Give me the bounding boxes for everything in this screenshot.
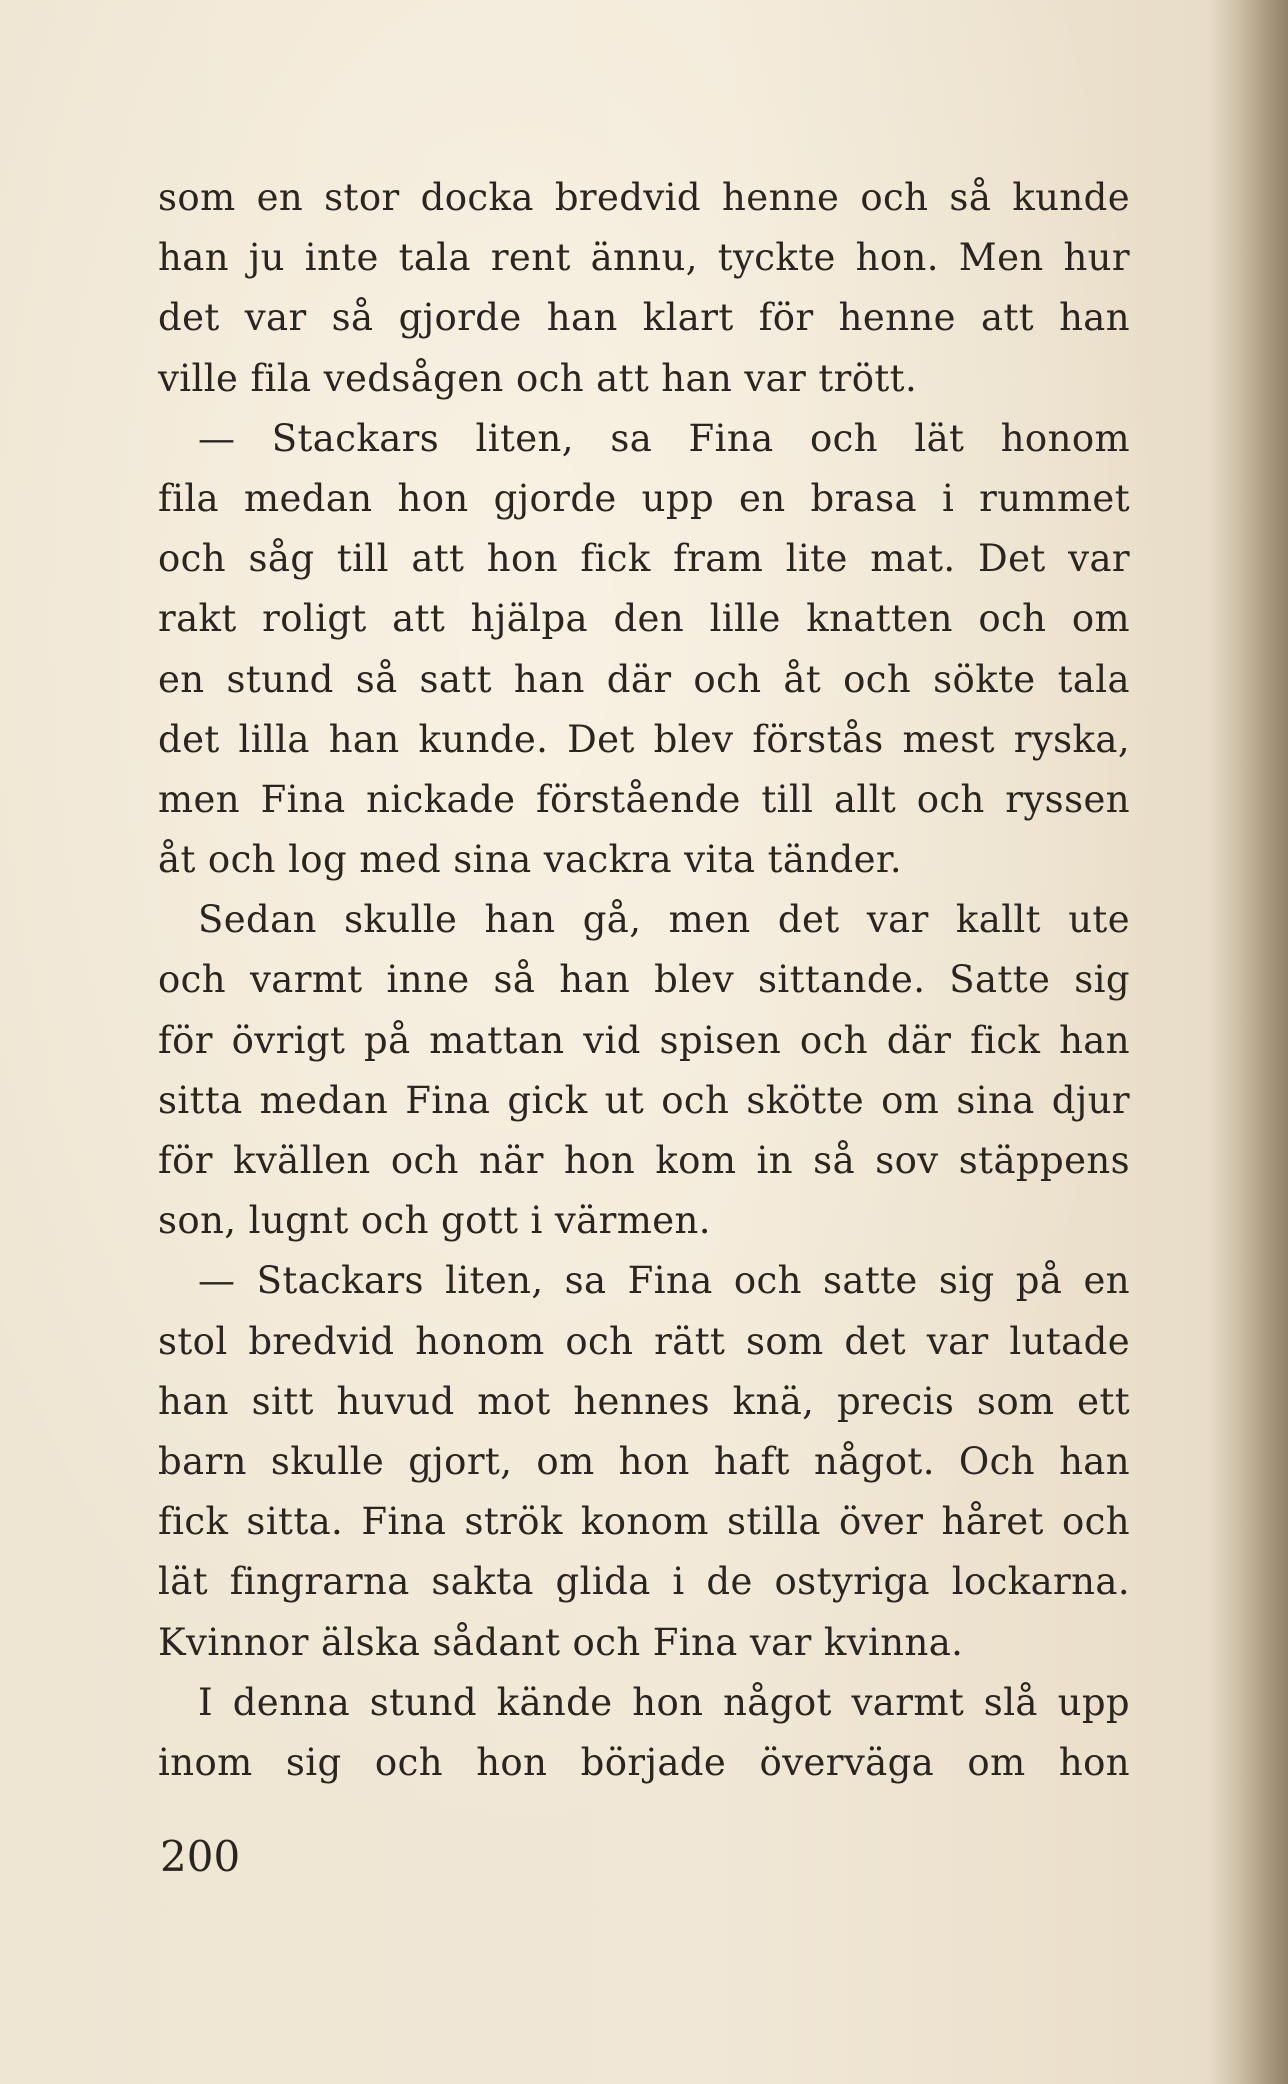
text-line: Kvinnor älska sådant och Fina var kvinna.: [158, 1620, 964, 1664]
text-line: men Fina nickade förstående till allt och ryssen: [158, 777, 1130, 821]
text-line: lät fingrarna sakta glida i de ostyriga lockarna.: [158, 1560, 1130, 1604]
text-line: åt och log med sina vackra vita tänder.: [158, 838, 903, 882]
text-line: en stund så satt han där och åt och sökte tala: [158, 657, 1130, 701]
text-line: och såg till att hon fick fram lite mat. Det var: [158, 537, 1130, 581]
text-line: fila medan hon gjorde upp en brasa i rummet: [158, 476, 1130, 520]
text-line: Sedan skulle han gå, men det var kallt ute: [198, 898, 1130, 942]
text-line: han sitt huvud mot hennes knä, precis som ett: [158, 1379, 1130, 1423]
text-line: för kvällen och när hon kom in så sov stäppens: [158, 1139, 1130, 1182]
text-line: sitta medan Fina gick ut och skötte om sina djur: [158, 1078, 1130, 1122]
text-line: inom sig och hon började överväga om hon: [158, 1740, 1130, 1784]
text-line: det var så gjorde han klart för henne att han: [158, 296, 1130, 340]
text-line: som en stor docka bredvid henne och så kunde: [158, 176, 1130, 219]
text-line: stol bredvid honom och rätt som det var lutade: [158, 1319, 1130, 1363]
text-line: ville fila vedsågen och att han var trött.: [158, 356, 918, 400]
text-line: han ju inte tala rent ännu, tyckte hon. Men hur: [158, 236, 1130, 280]
text-line: fick sitta. Fina strök konom stilla över håret och: [158, 1500, 1130, 1544]
text-line: det lilla han kunde. Det blev förstås mest ryska,: [158, 717, 1130, 761]
text-line: I denna stund kände hon något varmt slå upp: [198, 1680, 1130, 1724]
text-line: son, lugnt och gott i värmen.: [158, 1199, 711, 1243]
page-number: 200: [160, 1832, 241, 1881]
page-gutter-shadow: [1208, 0, 1288, 2084]
text-line: och varmt inne så han blev sittande. Satte sig: [158, 958, 1130, 1002]
text-line: — Stackars liten, sa Fina och satte sig på en: [198, 1259, 1130, 1303]
text-line: barn skulle gjort, om hon haft något. Och han: [158, 1439, 1130, 1483]
text-line: — Stackars liten, sa Fina och lät honom: [198, 416, 1130, 460]
text-line: för övrigt på mattan vid spisen och där fick han: [158, 1018, 1130, 1062]
body-text: [158, 168, 1130, 1793]
text-line: rakt roligt att hjälpa den lille knatten och om: [158, 597, 1130, 641]
